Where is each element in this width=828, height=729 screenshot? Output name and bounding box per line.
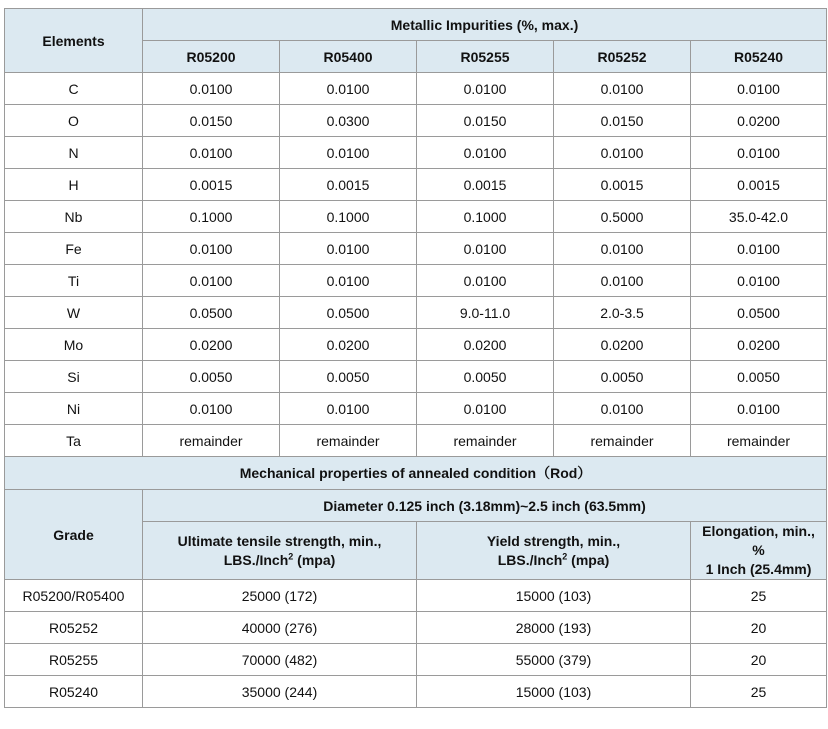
impurity-row [5, 169, 827, 201]
impurity-row [5, 329, 827, 361]
value-cell: 0.0100 [554, 265, 691, 297]
value-cell: 0.0100 [417, 233, 554, 265]
value-cell: 0.1000 [143, 201, 280, 233]
element-cell: Ta [5, 425, 143, 457]
value-cell: 0.0200 [691, 329, 827, 361]
value-cell: 0.0050 [554, 361, 691, 393]
mechanical-properties-title: Mechanical properties of annealed condition（Rod） [5, 457, 827, 490]
impurity-row [5, 393, 827, 425]
element-cell: Ni [5, 393, 143, 425]
value-cell: 0.0100 [691, 73, 827, 105]
uts-unit-exponent: 2 [288, 550, 294, 561]
uts-header-line2 [147, 551, 412, 570]
grade-header: Grade [5, 490, 143, 580]
element-cell: Fe [5, 233, 143, 265]
element-cell: Mo [5, 329, 143, 361]
value-cell: 0.0050 [691, 361, 827, 393]
value-cell: 0.5000 [554, 201, 691, 233]
value-cell: 0.0200 [280, 329, 417, 361]
yield-strength-header [417, 522, 691, 580]
value-cell: 0.0100 [280, 73, 417, 105]
elongation-header-line2: % [752, 542, 765, 558]
value-cell: 0.0050 [280, 361, 417, 393]
impurity-row [5, 425, 827, 457]
element-cell: C [5, 73, 143, 105]
table-body [5, 9, 827, 708]
grade-header-r05400: R05400 [280, 41, 417, 73]
elongation-cell: 25 [691, 676, 827, 708]
uts-unit-mpa: (mpa) [293, 551, 336, 568]
yield-cell: 55000 (379) [417, 644, 691, 676]
value-cell: 0.1000 [417, 201, 554, 233]
specification-table [4, 8, 827, 708]
value-cell: 0.0500 [691, 297, 827, 329]
yield-cell: 15000 (103) [417, 580, 691, 612]
mechanical-title-row [5, 457, 827, 490]
value-cell: 0.0100 [143, 233, 280, 265]
value-cell: 0.0100 [691, 233, 827, 265]
value-cell: 0.0150 [554, 105, 691, 137]
value-cell: 0.0100 [417, 137, 554, 169]
uts-unit-base: LBS./Inch [223, 551, 289, 568]
element-cell: Si [5, 361, 143, 393]
grade-header-r05252: R05252 [554, 41, 691, 73]
elongation-header [691, 522, 827, 580]
impurity-row [5, 105, 827, 137]
yield-unit-base: LBS./Inch [497, 551, 563, 568]
value-cell: 0.0100 [691, 265, 827, 297]
impurity-row [5, 297, 827, 329]
impurity-row [5, 73, 827, 105]
value-cell: 0.0050 [417, 361, 554, 393]
yield-header-line2 [421, 551, 686, 570]
mechanical-row [5, 580, 827, 612]
value-cell: 0.0100 [280, 233, 417, 265]
value-cell: 0.0100 [280, 265, 417, 297]
value-cell: remainder [417, 425, 554, 457]
value-cell: 0.0100 [691, 137, 827, 169]
grade-cell: R05240 [5, 676, 143, 708]
value-cell: 0.0100 [280, 393, 417, 425]
elongation-cell: 20 [691, 644, 827, 676]
value-cell: 0.0050 [143, 361, 280, 393]
grade-header-r05240: R05240 [691, 41, 827, 73]
value-cell: 0.0100 [691, 393, 827, 425]
value-cell: 35.0-42.0 [691, 201, 827, 233]
value-cell: 0.0100 [143, 393, 280, 425]
value-cell: 0.0150 [417, 105, 554, 137]
value-cell: 0.0500 [143, 297, 280, 329]
yield-unit-exponent: 2 [562, 550, 568, 561]
value-cell: 0.0015 [691, 169, 827, 201]
value-cell: 0.0200 [143, 329, 280, 361]
grade-cell: R05255 [5, 644, 143, 676]
value-cell: 0.0100 [554, 393, 691, 425]
value-cell: 0.0100 [143, 137, 280, 169]
uts-cell: 25000 (172) [143, 580, 417, 612]
elongation-header-line1: Elongation, min., [702, 523, 815, 539]
impurities-header-row [5, 9, 827, 41]
value-cell: 0.0200 [417, 329, 554, 361]
grade-cell: R05200/R05400 [5, 580, 143, 612]
value-cell: 0.0150 [143, 105, 280, 137]
value-cell: 0.0500 [280, 297, 417, 329]
value-cell: 0.0015 [554, 169, 691, 201]
value-cell: 0.0015 [417, 169, 554, 201]
impurity-row [5, 265, 827, 297]
value-cell: remainder [143, 425, 280, 457]
uts-header-line1: Ultimate tensile strength, min., [177, 532, 382, 549]
value-cell: 0.0100 [417, 393, 554, 425]
metallic-impurities-header: Metallic Impurities (%, max.) [143, 9, 827, 41]
value-cell: 0.1000 [280, 201, 417, 233]
value-cell: remainder [691, 425, 827, 457]
element-cell: W [5, 297, 143, 329]
value-cell: remainder [554, 425, 691, 457]
mechanical-row [5, 644, 827, 676]
value-cell: 0.0015 [280, 169, 417, 201]
uts-cell: 35000 (244) [143, 676, 417, 708]
yield-unit-mpa: (mpa) [567, 551, 610, 568]
elongation-header-line3: 1 Inch (25.4mm) [705, 561, 812, 577]
diameter-header: Diameter 0.125 inch (3.18mm)~2.5 inch (63.5mm) [143, 490, 827, 522]
value-cell: 0.0100 [417, 73, 554, 105]
grade-header-r05200: R05200 [143, 41, 280, 73]
mechanical-row [5, 676, 827, 708]
element-cell: O [5, 105, 143, 137]
value-cell: 0.0200 [554, 329, 691, 361]
impurity-row [5, 233, 827, 265]
element-cell: Nb [5, 201, 143, 233]
value-cell: 0.0300 [280, 105, 417, 137]
value-cell: 0.0100 [554, 137, 691, 169]
mechanical-row [5, 612, 827, 644]
yield-header-line1: Yield strength, min., [486, 532, 621, 549]
value-cell: 0.0015 [143, 169, 280, 201]
elongation-cell: 25 [691, 580, 827, 612]
uts-cell: 70000 (482) [143, 644, 417, 676]
value-cell: 0.0100 [554, 73, 691, 105]
value-cell: 0.0100 [417, 265, 554, 297]
value-cell: remainder [280, 425, 417, 457]
value-cell: 0.0100 [280, 137, 417, 169]
yield-cell: 15000 (103) [417, 676, 691, 708]
impurity-row [5, 201, 827, 233]
uts-cell: 40000 (276) [143, 612, 417, 644]
ultimate-tensile-strength-header [143, 522, 417, 580]
value-cell: 9.0-11.0 [417, 297, 554, 329]
value-cell: 2.0-3.5 [554, 297, 691, 329]
elements-header: Elements [5, 9, 143, 73]
value-cell: 0.0200 [691, 105, 827, 137]
yield-cell: 28000 (193) [417, 612, 691, 644]
grade-cell: R05252 [5, 612, 143, 644]
value-cell: 0.0100 [143, 265, 280, 297]
element-cell: Ti [5, 265, 143, 297]
elongation-cell: 20 [691, 612, 827, 644]
value-cell: 0.0100 [143, 73, 280, 105]
impurity-row [5, 137, 827, 169]
value-cell: 0.0100 [554, 233, 691, 265]
impurity-row [5, 361, 827, 393]
mechanical-header-row [5, 490, 827, 522]
element-cell: N [5, 137, 143, 169]
grade-header-r05255: R05255 [417, 41, 554, 73]
element-cell: H [5, 169, 143, 201]
